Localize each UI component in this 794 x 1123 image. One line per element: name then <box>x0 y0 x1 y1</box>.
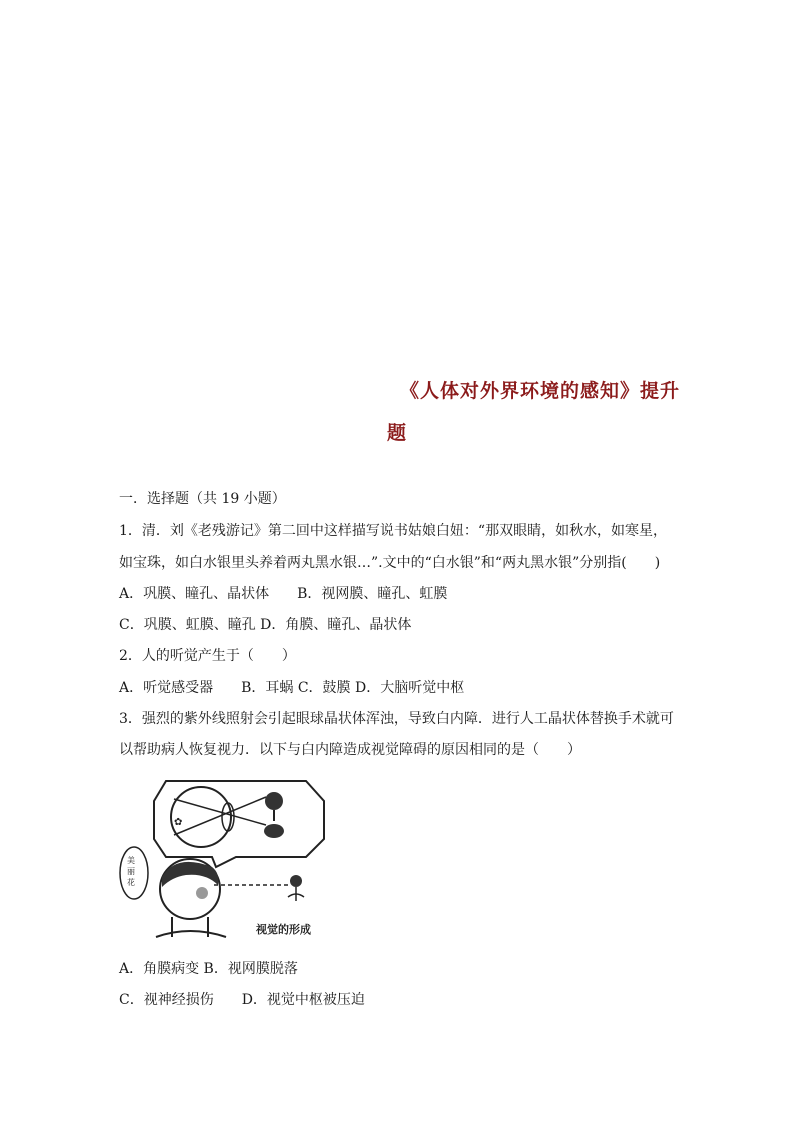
person-head-icon <box>156 859 226 937</box>
svg-text:花: 花 <box>127 878 135 887</box>
question-1-stem-line2: 如宝珠，如白水银里头养着两丸黑水银…”.文中的“白水银”和“两丸黑水银”分别指( ) <box>119 555 661 571</box>
question-3-options-line1: A．角膜病变 B．视网膜脱落 <box>119 961 298 977</box>
vision-formation-figure <box>116 777 341 941</box>
question-3-stem-line1: 3．强烈的紫外线照射会引起眼球晶状体浑浊，导致白内障．进行人工晶状体替换手术就可 <box>119 711 674 727</box>
section-heading: 一．选择题（共 19 小题） <box>119 491 286 507</box>
document-title-line1: 《人体对外界环境的感知》提升 <box>400 380 681 402</box>
document-title-line2: 题 <box>387 422 408 444</box>
question-1-options-line2: C．巩膜、虹膜、瞳孔 D．角膜、瞳孔、晶状体 <box>119 617 412 633</box>
flower-icon <box>264 792 284 838</box>
small-flower-icon <box>288 875 304 901</box>
question-3-stem-line2: 以帮助病人恢复视力．以下与白内障造成视觉障碍的原因相同的是（ ） <box>119 742 581 758</box>
svg-text:✿: ✿ <box>174 817 183 828</box>
question-2-options: A．听觉感受器 B．耳蜗 C．鼓膜 D．大脑听觉中枢 <box>119 680 465 696</box>
question-1-stem-line1: 1．清．刘《老残游记》第二回中这样描写说书姑娘白妞：“那双眼睛，如秋水，如寒星， <box>119 523 668 539</box>
question-1-options-line1: A．巩膜、瞳孔、晶状体 B．视网膜、瞳孔、虹膜 <box>119 586 448 602</box>
svg-text:美: 美 <box>127 856 135 865</box>
figure-caption: 视觉的形成 <box>256 923 311 936</box>
svg-text:丽: 丽 <box>127 867 135 876</box>
question-3-options-line2: C．视神经损伤 D．视觉中枢被压迫 <box>119 992 365 1008</box>
question-2-stem: 2．人的听觉产生于（ ） <box>119 648 296 664</box>
